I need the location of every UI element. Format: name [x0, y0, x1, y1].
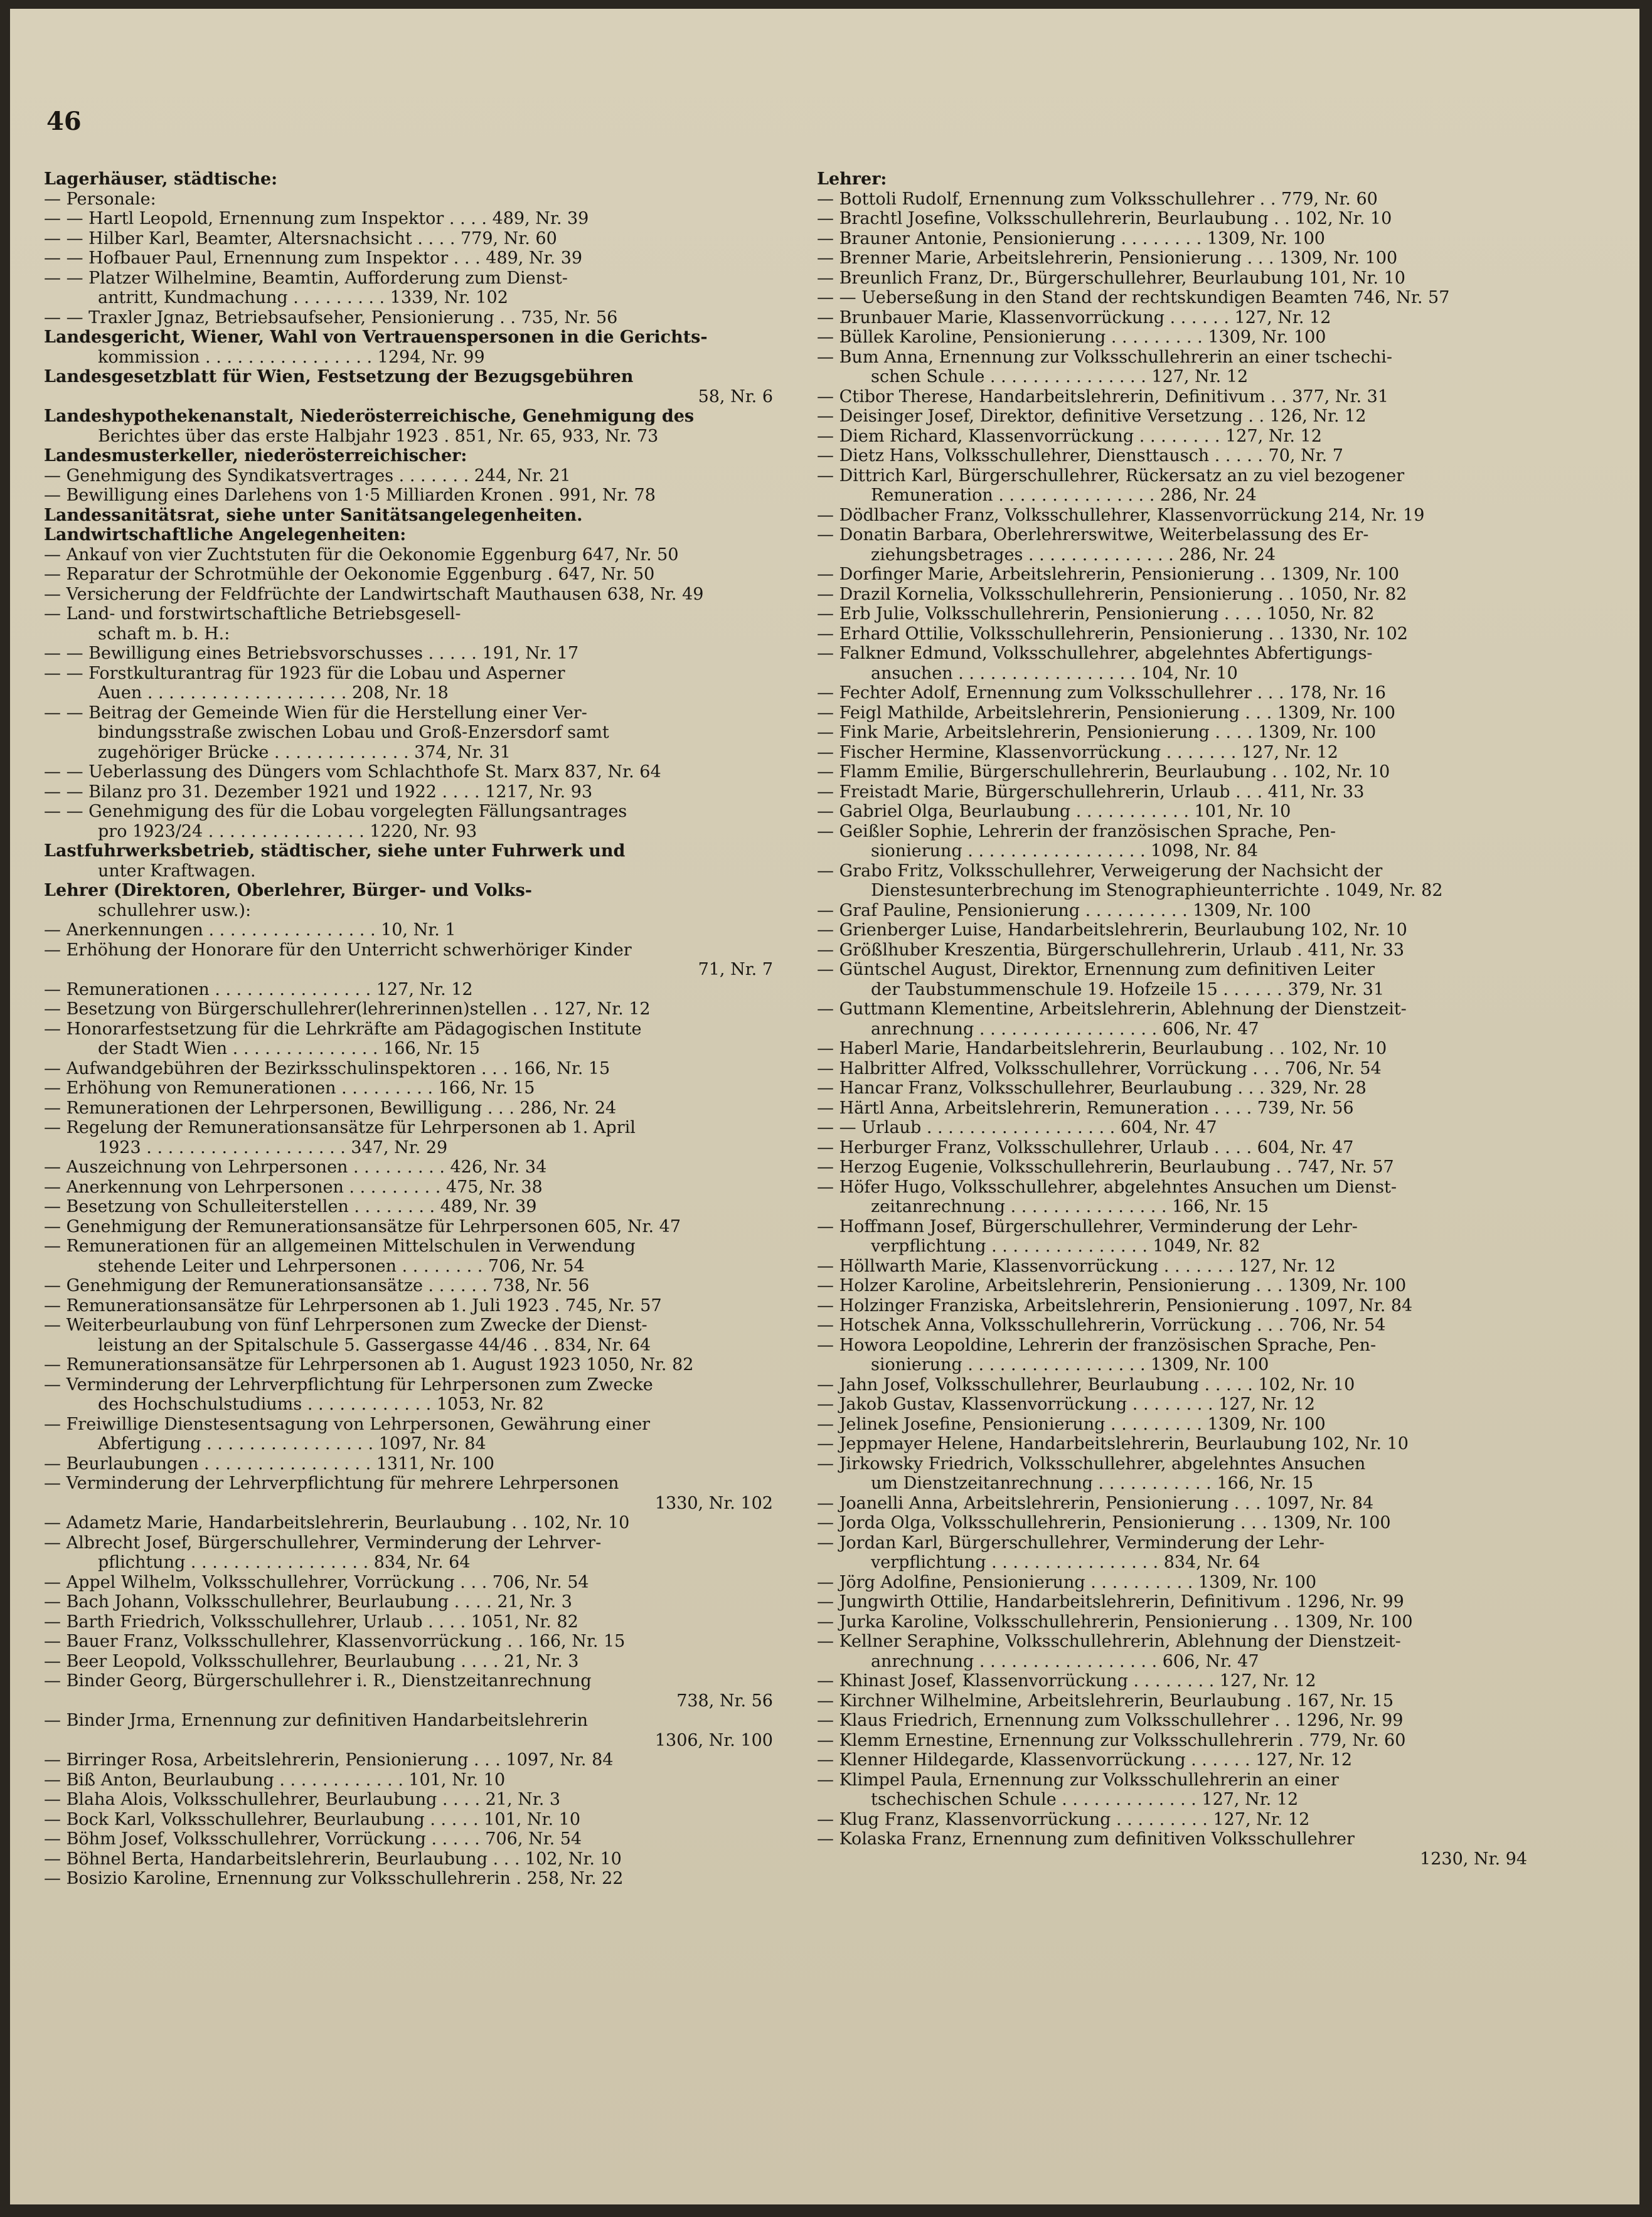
index-entry: — Bewilligung eines Darlehens von 1·5 Milliarden Kronen . 991, Nr. 78 — [44, 486, 656, 505]
index-entry: — Kolaska Franz, Ernennung zum definitiven Volksschullehrer — [817, 1829, 1355, 1849]
index-entry: — — Ueberseßung in den Stand der rechtskundigen Beamten 746, Nr. 57 — [817, 288, 1450, 307]
index-entry: — Jordan Karl, Bürgerschullehrer, Verminderung der Lehr- — [817, 1533, 1325, 1553]
index-entry: — Genehmigung der Remunerationsansätze . . . . . . 738, Nr. 56 — [44, 1276, 590, 1295]
index-entry: bindungsstraße zwischen Lobau und Groß-Enzersdorf samt — [98, 723, 609, 742]
index-entry: — Fechter Adolf, Ernennung zum Volksschullehrer . . . 178, Nr. 16 — [817, 683, 1386, 703]
index-entry: — Jirkowsky Friedrich, Volksschullehrer, abgelehntes Ansuchen — [817, 1454, 1366, 1474]
index-entry: tschechischen Schule . . . . . . . . . . . . . 127, Nr. 12 — [871, 1790, 1299, 1809]
index-entry: — Flamm Emilie, Bürgerschullehrerin, Beurlaubung . . 102, Nr. 10 — [817, 762, 1390, 782]
page-number: 46 — [46, 107, 82, 136]
index-entry: — Herburger Franz, Volksschullehrer, Urlaub . . . . 604, Nr. 47 — [817, 1137, 1354, 1157]
index-entry: 1330, Nr. 102 — [654, 1493, 773, 1513]
index-column-left — [44, 169, 773, 1889]
index-entry: — Genehmigung des Syndikatsvertrages . . . . . . . 244, Nr. 21 — [44, 465, 571, 486]
index-entry: — Bottoli Rudolf, Ernennung zum Volksschullehrer . . 779, Nr. 60 — [817, 189, 1378, 209]
index-entry: — Fischer Hermine, Klassenvorrückung . . . . . . . 127, Nr. 12 — [817, 742, 1338, 762]
index-entry: — — Hofbauer Paul, Ernennung zum Inspektor . . . 489, Nr. 39 — [44, 248, 583, 268]
index-entry: anrechnung . . . . . . . . . . . . . . . . . 606, Nr. 47 — [871, 1651, 1259, 1671]
index-entry: — Besetzung von Bürgerschullehrer(lehrerinnen)stellen . . 127, Nr. 12 — [44, 999, 651, 1019]
index-entry: — Brenner Marie, Arbeitslehrerin, Pensionierung . . . 1309, Nr. 100 — [817, 248, 1398, 268]
index-entry: — Anerkennung von Lehrpersonen . . . . . . . . . 475, Nr. 38 — [44, 1177, 543, 1197]
index-entry: — Bum Anna, Ernennung zur Volksschullehrerin an einer tschechi- — [817, 347, 1392, 367]
index-entry: — Beurlaubungen . . . . . . . . . . . . . . . . 1311, Nr. 100 — [44, 1454, 494, 1474]
index-entry: schen Schule . . . . . . . . . . . . . . . 127, Nr. 12 — [871, 367, 1249, 386]
index-entry: — Drazil Kornelia, Volksschullehrerin, Pensionierung . . 1050, Nr. 82 — [817, 584, 1407, 604]
index-entry: — Birringer Rosa, Arbeitslehrerin, Pensionierung . . . 1097, Nr. 84 — [44, 1750, 614, 1770]
index-entry: — Böhm Josef, Volksschullehrer, Vorrückung . . . . . 706, Nr. 54 — [44, 1829, 582, 1849]
index-entry: — Blaha Alois, Volksschullehrer, Beurlaubung . . . . 21, Nr. 3 — [44, 1790, 561, 1809]
index-entry: — Herzog Eugenie, Volksschullehrerin, Beurlaubung . . 747, Nr. 57 — [817, 1157, 1394, 1177]
scan-edge-right — [1639, 0, 1652, 2217]
index-entry: — Holzer Karoline, Arbeitslehrerin, Pensionierung . . . 1309, Nr. 100 — [817, 1276, 1407, 1295]
index-entry: — Bauer Franz, Volksschullehrer, Klassenvorrückung . . 166, Nr. 15 — [44, 1632, 626, 1651]
index-entry: der Stadt Wien . . . . . . . . . . . . . . 166, Nr. 15 — [98, 1039, 480, 1058]
index-entry: Lehrer (Direktoren, Oberlehrer, Bürger- und Volks- — [44, 881, 532, 900]
index-entry: — Haberl Marie, Handarbeitslehrerin, Beurlaubung . . 102, Nr. 10 — [817, 1039, 1387, 1058]
index-entry: — Gabriel Olga, Beurlaubung . . . . . . . . . . . 101, Nr. 10 — [817, 802, 1291, 821]
index-entry: — Beer Leopold, Volksschullehrer, Beurlaubung . . . . 21, Nr. 3 — [44, 1651, 579, 1671]
index-entry: — Falkner Edmund, Volksschullehrer, abgelehntes Abfertigungs- — [817, 644, 1373, 663]
index-entry: Lagerhäuser, städtische: — [44, 169, 278, 189]
index-entry: — Regelung der Remunerationsansätze für Lehrpersonen ab 1. April — [44, 1118, 636, 1137]
index-entry: — Binder Jrma, Ernennung zur definitiven Handarbeitslehrerin — [44, 1711, 589, 1730]
index-entry: — Brunbauer Marie, Klassenvorrückung . . . . . . 127, Nr. 12 — [817, 307, 1331, 327]
index-entry: 58, Nr. 6 — [698, 386, 773, 407]
index-entry: — Böhnel Berta, Handarbeitslehrerin, Beurlaubung . . . 102, Nr. 10 — [44, 1849, 622, 1869]
index-entry: Landesmusterkeller, niederösterreichischer: — [44, 446, 467, 465]
index-entry: der Taubstummenschule 19. Hofzeile 15 . . . . . . 379, Nr. 31 — [871, 979, 1385, 999]
index-entry: — Dittrich Karl, Bürgerschullehrer, Rückersatz an zu viel bezogener — [817, 465, 1405, 486]
index-entry: Landesgesetzblatt für Wien, Festsetzung der Bezugsgebühren — [44, 367, 634, 386]
index-entry: — Klaus Friedrich, Ernennung zum Volksschullehrer . . 1296, Nr. 99 — [817, 1711, 1404, 1730]
index-entry: — — Ueberlassung des Düngers vom Schlachthofe St. Marx 837, Nr. 64 — [44, 762, 661, 782]
index-entry: — — Traxler Jgnaz, Betriebsaufseher, Pensionierung . . 735, Nr. 56 — [44, 307, 618, 327]
index-entry: — Erhard Ottilie, Volksschullehrerin, Pensionierung . . 1330, Nr. 102 — [817, 624, 1408, 644]
index-entry: — Erhöhung von Remunerationen . . . . . . . . . 166, Nr. 15 — [44, 1078, 535, 1098]
index-entry: — — Urlaub . . . . . . . . . . . . . . . . . . 604, Nr. 47 — [817, 1118, 1217, 1137]
index-entry: — Büllek Karoline, Pensionierung . . . . . . . . . 1309, Nr. 100 — [817, 327, 1326, 347]
index-entry: unter Kraftwagen. — [98, 861, 256, 881]
index-entry: Berichtes über das erste Halbjahr 1923 . 851, Nr. 65, 933, Nr. 73 — [98, 426, 659, 446]
index-entry: — Größlhuber Kreszentia, Bürgerschullehrerin, Urlaub . 411, Nr. 33 — [817, 940, 1405, 960]
index-entry: — Geißler Sophie, Lehrerin der französischen Sprache, Pen- — [817, 821, 1336, 841]
index-entry: — Halbritter Alfred, Volksschullehrer, Vorrückung . . . 706, Nr. 54 — [817, 1058, 1382, 1078]
index-entry: — Klimpel Paula, Ernennung zur Volksschullehrerin an einer — [817, 1770, 1339, 1790]
index-entry: zeitanrechnung . . . . . . . . . . . . . . . 166, Nr. 15 — [871, 1197, 1269, 1216]
index-entry: — Joanelli Anna, Arbeitslehrerin, Pensionierung . . . 1097, Nr. 84 — [817, 1493, 1374, 1513]
index-entry: — Guttmann Klementine, Arbeitslehrerin, Ablehnung der Dienstzeit- — [817, 999, 1407, 1019]
index-entry: — Jakob Gustav, Klassenvorrückung . . . . . . . . 127, Nr. 12 — [817, 1395, 1315, 1414]
index-entry: — Personale: — [44, 189, 156, 209]
index-entry: — Adametz Marie, Handarbeitslehrerin, Beurlaubung . . 102, Nr. 10 — [44, 1513, 630, 1533]
index-entry: — Fink Marie, Arbeitslehrerin, Pensionierung . . . . 1309, Nr. 100 — [817, 723, 1377, 742]
index-entry: pflichtung . . . . . . . . . . . . . . . . . 834, Nr. 64 — [98, 1553, 471, 1572]
index-entry: — Jörg Adolfine, Pensionierung . . . . . . . . . . 1309, Nr. 100 — [817, 1572, 1317, 1592]
index-entry: 1306, Nr. 100 — [654, 1730, 773, 1750]
index-entry: — Verminderung der Lehrverpflichtung für Lehrpersonen zum Zwecke — [44, 1374, 653, 1395]
index-entry: — Brachtl Josefine, Volksschullehrerin, Beurlaubung . . 102, Nr. 10 — [817, 209, 1392, 228]
index-entry: Dienstesunterbrechung im Stenographieunterrichte . 1049, Nr. 82 — [871, 881, 1443, 900]
index-entry: Abfertigung . . . . . . . . . . . . . . . . 1097, Nr. 84 — [98, 1434, 486, 1454]
index-entry: — Versicherung der Feldfrüchte der Landwirtschaft Mauthausen 638, Nr. 49 — [44, 584, 704, 604]
index-entry: — Breunlich Franz, Dr., Bürgerschullehrer, Beurlaubung 101, Nr. 10 — [817, 268, 1405, 288]
index-entry: — Jorda Olga, Volksschullehrerin, Pensionierung . . . 1309, Nr. 100 — [817, 1513, 1391, 1533]
index-entry: — Anerkennungen . . . . . . . . . . . . . . . . 10, Nr. 1 — [44, 920, 456, 940]
index-entry: schaft m. b. H.: — [98, 624, 230, 644]
index-entry: pro 1923/24 . . . . . . . . . . . . . . . 1220, Nr. 93 — [98, 821, 477, 841]
index-entry: — Dietz Hans, Volksschullehrer, Diensttausch . . . . . 70, Nr. 7 — [817, 446, 1343, 465]
index-entry: — — Forstkulturantrag für 1923 für die Lobau und Asperner — [44, 663, 565, 683]
index-entry: — — Genehmigung des für die Lobau vorgelegten Fällungsantrages — [44, 802, 627, 821]
index-entry: — Land- und forstwirtschaftliche Betriebsgesell- — [44, 604, 461, 624]
index-entry: — Appel Wilhelm, Volksschullehrer, Vorrückung . . . 706, Nr. 54 — [44, 1572, 589, 1592]
index-entry: — Barth Friedrich, Volksschullehrer, Urlaub . . . . 1051, Nr. 82 — [44, 1612, 578, 1632]
index-entry: — Jelinek Josefine, Pensionierung . . . . . . . . . 1309, Nr. 100 — [817, 1414, 1326, 1434]
scan-edge-bottom — [0, 2204, 1652, 2217]
index-entry: verpflichtung . . . . . . . . . . . . . . . . 834, Nr. 64 — [871, 1553, 1260, 1572]
index-entry: sionierung . . . . . . . . . . . . . . . . . 1098, Nr. 84 — [871, 841, 1259, 861]
index-entry: — Bach Johann, Volksschullehrer, Beurlaubung . . . . 21, Nr. 3 — [44, 1592, 572, 1612]
index-entry: — Güntschel August, Direktor, Ernennung zum definitiven Leiter — [817, 960, 1375, 979]
index-entry: — Jurka Karoline, Volksschullehrerin, Pensionierung . . 1309, Nr. 100 — [817, 1612, 1413, 1632]
index-entry: Landessanitätsrat, siehe unter Sanitätsangelegenheiten. — [44, 505, 583, 525]
index-entry: schullehrer usw.): — [98, 900, 252, 920]
index-entry: — Genehmigung der Remunerationsansätze für Lehrpersonen 605, Nr. 47 — [44, 1216, 681, 1236]
index-entry: antritt, Kundmachung . . . . . . . . . 1339, Nr. 102 — [98, 288, 508, 307]
index-entry: — Weiterbeurlaubung von fünf Lehrpersonen zum Zwecke der Dienst- — [44, 1316, 647, 1335]
index-entry: — Jahn Josef, Volksschullehrer, Beurlaubung . . . . . 102, Nr. 10 — [817, 1374, 1355, 1395]
index-entry: — Reparatur der Schrotmühle der Oekonomie Eggenburg . 647, Nr. 50 — [44, 565, 655, 584]
index-entry: — Grabo Fritz, Volksschullehrer, Verweigerung der Nachsicht der — [817, 861, 1383, 881]
index-entry: — Hoffmann Josef, Bürgerschullehrer, Verminderung der Lehr- — [817, 1216, 1358, 1236]
index-entry: des Hochschulstudiums . . . . . . . . . . . . 1053, Nr. 82 — [98, 1395, 544, 1414]
index-entry: — Auszeichnung von Lehrpersonen . . . . . . . . . 426, Nr. 34 — [44, 1157, 547, 1177]
scan-edge-top — [0, 0, 1652, 9]
index-entry: — Biß Anton, Beurlaubung . . . . . . . . . . . . 101, Nr. 10 — [44, 1770, 506, 1790]
index-entry: — Erb Julie, Volksschullehrerin, Pensionierung . . . . 1050, Nr. 82 — [817, 604, 1375, 624]
index-entry: — — Hilber Karl, Beamter, Altersnachsicht . . . . 779, Nr. 60 — [44, 228, 557, 248]
index-entry: — Holzinger Franziska, Arbeitslehrerin, Pensionierung . 1097, Nr. 84 — [817, 1295, 1413, 1316]
index-entry: — Härtl Anna, Arbeitslehrerin, Remuneration . . . . 739, Nr. 56 — [817, 1098, 1354, 1118]
index-entry: — Kellner Seraphine, Volksschullehrerin, Ablehnung der Dienstzeit- — [817, 1632, 1401, 1651]
index-entry: Auen . . . . . . . . . . . . . . . . . . . 208, Nr. 18 — [98, 683, 449, 703]
index-entry: — Klenner Hildegarde, Klassenvorrückung . . . . . . 127, Nr. 12 — [817, 1750, 1353, 1770]
index-entry: Landwirtschaftliche Angelegenheiten: — [44, 525, 407, 545]
index-entry: — Höfer Hugo, Volksschullehrer, abgelehntes Ansuchen um Dienst- — [817, 1177, 1397, 1197]
index-entry: — Dorfinger Marie, Arbeitslehrerin, Pensionierung . . 1309, Nr. 100 — [817, 565, 1400, 584]
index-entry: — Verminderung der Lehrverpflichtung für mehrere Lehrpersonen — [44, 1474, 619, 1493]
index-entry: — Remunerationsansätze für Lehrpersonen ab 1. August 1923 1050, Nr. 82 — [44, 1355, 694, 1374]
index-entry: um Dienstzeitanrechnung . . . . . . . . . . . 166, Nr. 15 — [871, 1474, 1314, 1493]
index-entry: Lehrer: — [817, 169, 887, 189]
index-entry: — Donatin Barbara, Oberlehrerswitwe, Weiterbelassung des Er- — [817, 525, 1369, 545]
index-entry: — Klug Franz, Klassenvorrückung . . . . . . . . . 127, Nr. 12 — [817, 1809, 1310, 1829]
index-entry: — Klemm Ernestine, Ernennung zur Volksschullehrerin . 779, Nr. 60 — [817, 1730, 1406, 1750]
index-entry: anrechnung . . . . . . . . . . . . . . . . . 606, Nr. 47 — [871, 1019, 1259, 1039]
index-entry: verpflichtung . . . . . . . . . . . . . . . 1049, Nr. 82 — [871, 1236, 1260, 1256]
index-entry: 738, Nr. 56 — [676, 1691, 773, 1711]
index-entry: — — Bewilligung eines Betriebsvorschusses . . . . . 191, Nr. 17 — [44, 644, 579, 663]
index-entry: ansuchen . . . . . . . . . . . . . . . . . 104, Nr. 10 — [871, 663, 1238, 683]
index-entry: leistung an der Spitalschule 5. Gassergasse 44/46 . . 834, Nr. 64 — [98, 1335, 651, 1355]
index-entry: — — Hartl Leopold, Ernennung zum Inspektor . . . . 489, Nr. 39 — [44, 209, 589, 228]
index-entry: zugehöriger Brücke . . . . . . . . . . . . . 374, Nr. 31 — [98, 742, 511, 762]
index-entry: — — Platzer Wilhelmine, Beamtin, Aufforderung zum Dienst- — [44, 268, 568, 288]
index-entry: — Remunerationsansätze für Lehrpersonen ab 1. Juli 1923 . 745, Nr. 57 — [44, 1295, 662, 1316]
index-entry: — Freiwillige Dienstesentsagung von Lehrpersonen, Gewährung einer — [44, 1414, 651, 1434]
index-entry: — Howora Leopoldine, Lehrerin der französischen Sprache, Pen- — [817, 1335, 1377, 1355]
index-entry: Landeshypothekenanstalt, Niederösterreichische, Genehmigung des — [44, 407, 695, 426]
index-entry: — Höllwarth Marie, Klassenvorrückung . . . . . . . 127, Nr. 12 — [817, 1256, 1336, 1276]
index-entry: — Diem Richard, Klassenvorrückung . . . . . . . . 127, Nr. 12 — [817, 426, 1322, 446]
index-entry: ziehungsbetrages . . . . . . . . . . . . . . 286, Nr. 24 — [871, 545, 1276, 565]
index-entry: — Bosizio Karoline, Ernennung zur Volksschullehrerin . 258, Nr. 22 — [44, 1869, 624, 1888]
index-entry: — Ctibor Therese, Handarbeitslehrerin, Definitivum . . 377, Nr. 31 — [817, 386, 1389, 407]
index-entry: — Feigl Mathilde, Arbeitslehrerin, Pensionierung . . . 1309, Nr. 100 — [817, 703, 1395, 723]
index-entry: 71, Nr. 7 — [698, 960, 773, 979]
index-entry: — Aufwandgebühren der Bezirksschulinspektoren . . . 166, Nr. 15 — [44, 1058, 610, 1078]
index-entry: — — Beitrag der Gemeinde Wien für die Herstellung einer Ver- — [44, 703, 587, 723]
index-entry: — Hotschek Anna, Volksschullehrerin, Vorrückung . . . 706, Nr. 54 — [817, 1316, 1386, 1335]
index-entry: — Remunerationen der Lehrpersonen, Bewilligung . . . 286, Nr. 24 — [44, 1098, 617, 1118]
index-entry: — Brauner Antonie, Pensionierung . . . . . . . . 1309, Nr. 100 — [817, 228, 1325, 248]
index-entry: — Deisinger Josef, Direktor, definitive Versetzung . . 126, Nr. 12 — [817, 407, 1367, 426]
index-entry: — Freistadt Marie, Bürgerschullehrerin, Urlaub . . . 411, Nr. 33 — [817, 782, 1365, 802]
index-entry: — — Bilanz pro 31. Dezember 1921 und 1922 . . . . 1217, Nr. 93 — [44, 782, 593, 802]
index-entry: — Khinast Josef, Klassenvorrückung . . . . . . . . 127, Nr. 12 — [817, 1671, 1316, 1691]
index-entry: — Kirchner Wilhelmine, Arbeitslehrerin, Beurlaubung . 167, Nr. 15 — [817, 1691, 1394, 1711]
index-entry: — Remunerationen . . . . . . . . . . . . . . . 127, Nr. 12 — [44, 979, 473, 999]
index-entry: — Besetzung von Schulleiterstellen . . . . . . . . 489, Nr. 39 — [44, 1197, 537, 1216]
index-entry: Lastfuhrwerksbetrieb, städtischer, siehe unter Fuhrwerk und — [44, 841, 626, 861]
index-column-right — [817, 169, 1527, 1869]
index-entry: stehende Leiter und Lehrpersonen . . . . . . . . 706, Nr. 54 — [98, 1256, 585, 1276]
index-entry: — Dödlbacher Franz, Volksschullehrer, Klassenvorrückung 214, Nr. 19 — [817, 505, 1425, 525]
index-entry: — Ankauf von vier Zuchtstuten für die Oekonomie Eggenburg 647, Nr. 50 — [44, 545, 679, 565]
scan-edge-left — [0, 0, 10, 2217]
index-entry: — Honorarfestsetzung für die Lehrkräfte am Pädagogischen Institute — [44, 1019, 642, 1039]
index-entry: — Jeppmayer Helene, Handarbeitslehrerin, Beurlaubung 102, Nr. 10 — [817, 1434, 1409, 1454]
index-entry: — Jungwirth Ottilie, Handarbeitslehrerin, Definitivum . 1296, Nr. 99 — [817, 1592, 1404, 1612]
index-entry: — Grienberger Luise, Handarbeitslehrerin, Beurlaubung 102, Nr. 10 — [817, 920, 1407, 940]
index-entry: — Albrecht Josef, Bürgerschullehrer, Verminderung der Lehrver- — [44, 1533, 602, 1553]
index-entry: sionierung . . . . . . . . . . . . . . . . . 1309, Nr. 100 — [871, 1355, 1269, 1374]
index-entry: 1230, Nr. 94 — [1420, 1849, 1527, 1869]
index-entry: — Bock Karl, Volksschullehrer, Beurlaubung . . . . . 101, Nr. 10 — [44, 1809, 581, 1829]
index-entry: — Remunerationen für an allgemeinen Mittelschulen in Verwendung — [44, 1236, 636, 1256]
index-entry: kommission . . . . . . . . . . . . . . . . 1294, Nr. 99 — [98, 347, 485, 367]
index-entry: — Erhöhung der Honorare für den Unterricht schwerhöriger Kinder — [44, 940, 632, 960]
index-entry: Landesgericht, Wiener, Wahl von Vertrauenspersonen in die Gerichts- — [44, 327, 708, 347]
index-entry: — Hancar Franz, Volksschullehrer, Beurlaubung . . . 329, Nr. 28 — [817, 1078, 1367, 1098]
index-entry: — Binder Georg, Bürgerschullehrer i. R., Dienstzeitanrechnung — [44, 1671, 592, 1691]
index-entry: Remuneration . . . . . . . . . . . . . . . 286, Nr. 24 — [871, 486, 1257, 505]
index-entry: 1923 . . . . . . . . . . . . . . . . . . . 347, Nr. 29 — [98, 1137, 448, 1157]
index-entry: — Graf Pauline, Pensionierung . . . . . . . . . . 1309, Nr. 100 — [817, 900, 1311, 920]
